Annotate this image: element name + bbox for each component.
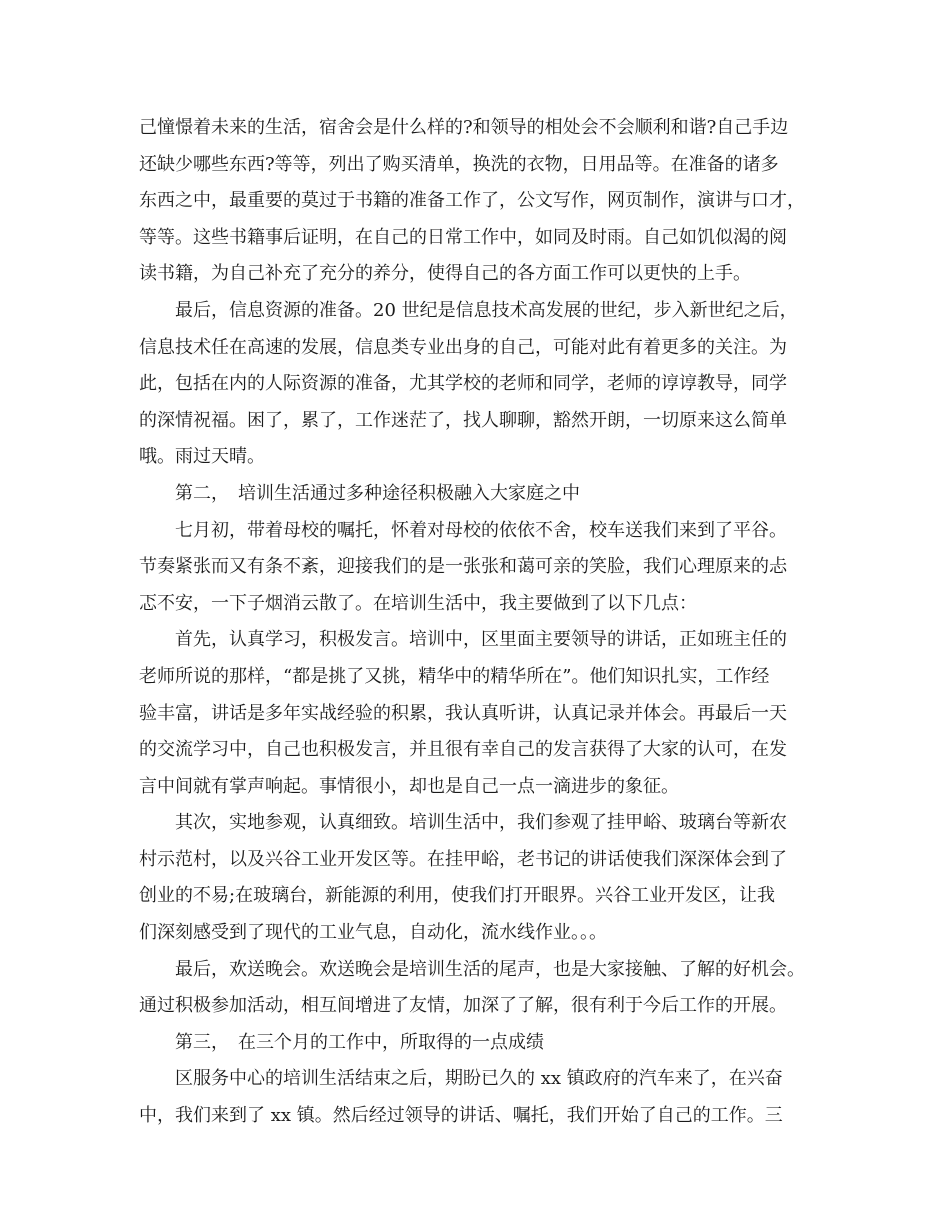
text-line: 东西之中，最重要的莫过于书籍的准备工作了，公文写作，网页制作，演讲与口才， [139,190,805,212]
text-line: 节奏紧张而又有条不紊，迎接我们的是一张张和蔼可亲的笑脸，我们心理原来的忐 [139,556,787,578]
text-line: 的深情祝福。困了，累了，工作迷茫了，找人聊聊，豁然开朗，一切原来这么简单 [139,409,787,431]
text-line: 验丰富，讲话是多年实战经验的积累，我认真听讲，认真记录并体会。再最后一天 [139,702,787,724]
text-line: 还缺少哪些东西?等等，列出了购买清单，换洗的衣物，日用品等。在准备的诸多 [139,153,779,175]
text-line: 等等。这些书籍事后证明，在自己的日常工作中，如同及时雨。自己如饥似渴的阅 [139,226,787,248]
text-line: 最后，欢送晚会。欢送晚会是培训生活的尾声，也是大家接触、了解的好机会。 [139,958,805,980]
text-line: 己憧憬着未来的生活，宿舍会是什么样的?和领导的相处会不会顺利和谐?自己手边 [139,117,789,138]
text-line: 中，我们来到了 xx 镇。然后经过领导的讲话、嘱托，我们开始了自己的工作。三 [139,1105,783,1127]
text-line: 其次，实地参观，认真细致。培训生活中，我们参观了挂甲峪、玻璃台等新农 [139,812,787,834]
text-line: 信息技术任在高速的发展，信息类专业出身的自己，可能对此有着更多的关注。为 [139,336,787,358]
text-line: 忑不安，一下子烟消云散了。在培训生活中，我主要做到了以下几点： [139,592,697,614]
text-line: 村示范村，以及兴谷工业开发区等。在挂甲峪，老书记的讲话使我们深深体会到了 [139,848,787,870]
body-text [139,110,819,1135]
text-line: 的交流学习中，自己也积极发言，并且很有幸自己的发言获得了大家的认可，在发 [139,739,787,761]
text-line: 通过积极参加活动，相互间增进了友情，加深了了解，很有利于今后工作的开展。 [139,995,787,1017]
text-line: 们深刻感受到了现代的工业气息，自动化，流水线作业。。。 [139,922,607,944]
section-heading: 第二， 培训生活通过多种途径积极融入大家庭之中 [139,482,580,504]
text-line: 老师所说的那样，“都是挑了又挑，精华中的精华所在”。他们知识扎实，工作经 [139,665,770,687]
text-line: 七月初，带着母校的嘱托，怀着对母校的依依不舍，校车送我们来到了平谷。 [139,519,787,541]
section-heading: 第三， 在三个月的工作中，所取得的一点成绩 [139,1031,544,1053]
text-line: 言中间就有掌声响起。事情很小，却也是自己一点一滴进步的象征。 [139,775,679,797]
text-line: 最后，信息资源的准备。20 世纪是信息技术高发展的世纪，步入新世纪之后， [139,299,798,321]
text-line: 区服务中心的培训生活结束之后，期盼已久的 xx 镇政府的汽车来了，在兴奋 [139,1068,783,1090]
text-line: 首先，认真学习，积极发言。培训中，区里面主要领导的讲话，正如班主任的 [139,629,787,651]
text-line: 此，包括在内的人际资源的准备，尤其学校的老师和同学，老师的谆谆教导，同学 [139,373,787,395]
text-line: 创业的不易;在玻璃台，新能源的利用，使我们打开眼界。兴谷工业开发区，让我 [139,885,776,907]
text-line: 读书籍，为自己补充了充分的养分，使得自己的各方面工作可以更快的上手。 [139,263,751,285]
text-line: 哦。雨过天晴。 [139,446,265,468]
